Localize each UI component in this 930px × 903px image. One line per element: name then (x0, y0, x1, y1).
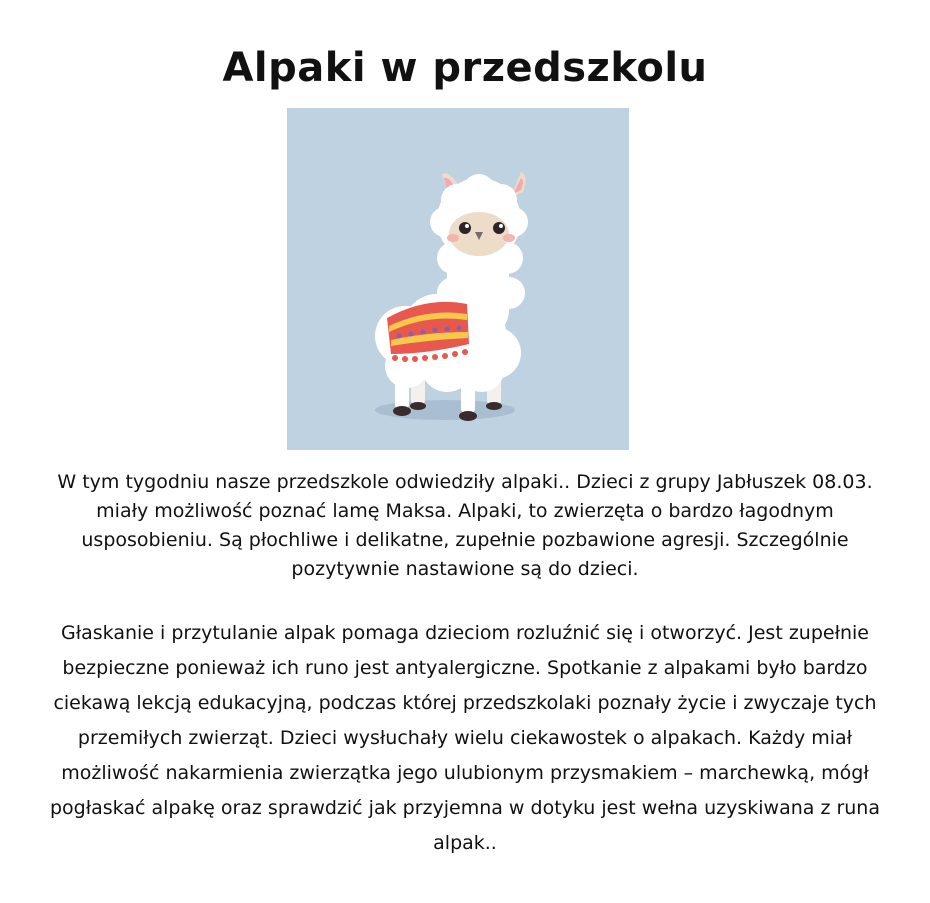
alpaca-illustration (287, 108, 629, 450)
paragraph-details: Głaskanie i przytulanie alpak pomaga dzieciom rozluźnić się i otworzyć. Jest zupełnie bezpieczne ponieważ ich runo jest antyalergiczne. Spotkanie z alpakami było bardzo ciekawą lekcją edukacyjną, podczas której przedszkolaki poznały życie i zwyczaje tych przemiłych zwierząt. Dzieci wysłuchały wielu ciekawostek o alpakach. Każdy miał możliwość nakarmienia zwierzątka jego ulubionym przysmakiem – marchewką, mógł pogłaskać alpakę oraz sprawdzić jak przyjemna w dotyku jest wełna uzyskiwana z runa alpak.. (49, 622, 880, 854)
page-title: Alpaki w przedszkolu (222, 45, 708, 91)
paragraph-intro: W tym tygodniu nasze przedszkole odwiedziły alpaki.. Dzieci z grupy Jabłuszek 08.03. miały możliwość poznać lamę Maksa. Alpaki, to zwierzęta o bardzo łagodnym usposobieniu. Są płochliwe i delikatne, zupełnie pozbawione agresji. Szczególnie pozytywnie nastawione są do dzieci. (57, 471, 873, 580)
